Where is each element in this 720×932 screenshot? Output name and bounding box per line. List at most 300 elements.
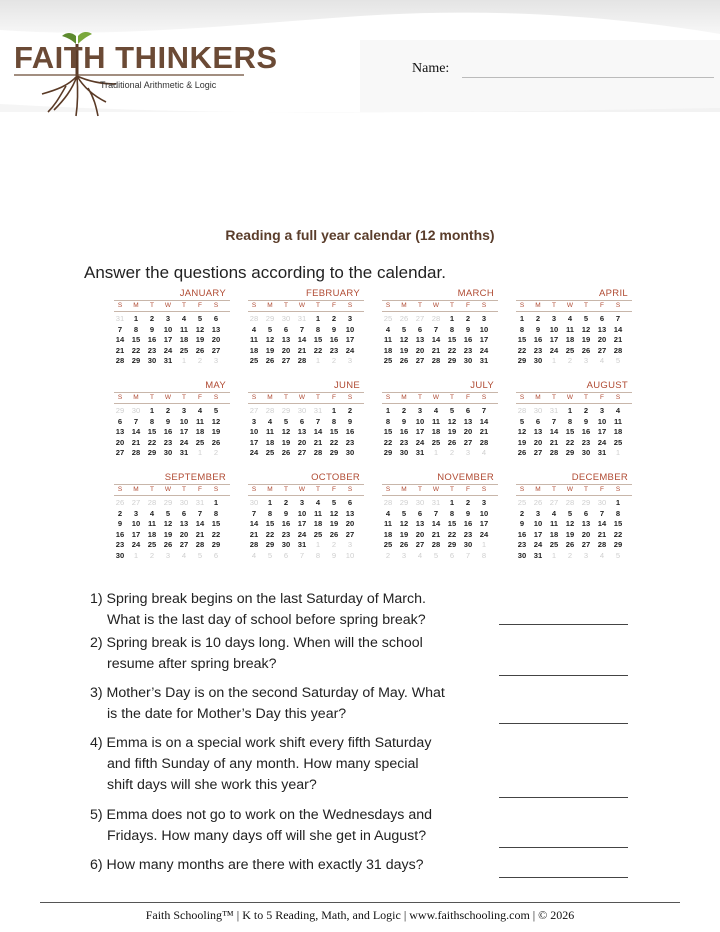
question-text-line: What is the last day of school before spring break? [107,612,426,628]
calendar-day: 17 [533,529,543,539]
calendar-day: 29 [613,540,623,549]
calendar-day: 18 [565,335,575,344]
calendar-day: 10 [345,324,355,334]
calendar-day: 15 [329,427,339,436]
calendar-day: 13 [415,519,425,528]
calendar-day: 27 [281,356,291,365]
calendar-day: 27 [211,345,221,355]
calendar-day: 20 [281,345,291,355]
week-row [246,427,362,437]
weekday-header: M [267,486,273,493]
weekday-header: W [432,394,440,401]
calendar-day: 9 [583,416,589,426]
calendar-day: 3 [251,416,257,426]
weekday-header: F [198,302,202,309]
weekday-header: S [615,302,621,309]
calendar-day: 5 [267,324,273,334]
calendar-day: 26 [399,356,409,365]
weekday-header: F [332,394,336,401]
calendar-day: 29 [281,406,291,415]
weekday-header: T [552,302,556,309]
question-text-line: 3) Mother’s Day is on the second Saturday of May. What [90,685,445,701]
answer-line-2[interactable] [499,675,628,676]
calendar-day: 29 [399,498,409,507]
calendar-day: 14 [549,427,559,436]
calendar-day: 4 [149,508,155,518]
calendar-day: 13 [463,416,473,426]
calendar-day: 27 [463,437,473,447]
calendar-day: 9 [283,508,289,518]
calendar-day: 19 [329,519,339,528]
calendar-day: 14 [115,335,125,344]
calendar-day: 6 [449,550,455,560]
weekday-header: T [316,486,320,493]
calendar-day: 29 [329,448,339,457]
calendar-day: 8 [385,416,391,426]
weekday-header-row [380,301,496,311]
calendar-day: 17 [249,437,259,447]
calendar-day: 8 [149,416,155,426]
calendar-day: 2 [331,314,337,323]
calendar-day: 4 [417,550,423,560]
calendar-day: 3 [481,498,487,507]
calendar-day: 11 [313,508,323,518]
calendar-day: 1 [133,550,139,560]
calendar-day: 10 [549,324,559,334]
name-input-line[interactable] [462,77,714,78]
weekday-header: T [182,302,186,309]
calendar-day: 14 [249,519,259,528]
calendar-day: 4 [385,508,391,518]
weekday-header: S [251,486,257,493]
week-row [514,509,630,519]
calendar-day: 12 [517,427,527,436]
weekday-header: F [466,486,470,493]
week-row [380,498,496,508]
week-row [380,540,496,550]
calendar-day: 7 [615,314,621,323]
calendar-day: 3 [299,498,305,507]
calendar-day: 29 [211,540,221,549]
calendar-day: 24 [345,345,355,355]
calendar-day: 7 [433,324,439,334]
weekday-header: T [584,486,588,493]
weekday-header: T [584,302,588,309]
calendar-day: 17 [163,335,173,344]
week-row [514,346,630,356]
calendar-day: 16 [463,335,473,344]
question-6 [90,855,424,876]
calendar-day: 16 [463,519,473,528]
calendar-day: 12 [581,324,591,334]
calendar-day: 19 [163,529,173,539]
calendar-day: 24 [479,529,489,539]
calendar-day: 1 [331,406,337,415]
question-text-line: is the date for Mother’s Day this year? [107,706,347,722]
calendar-day: 18 [265,437,275,447]
calendar-day: 19 [195,335,205,344]
weekday-header-row [112,485,228,495]
calendar-day: 17 [179,427,189,436]
calendar-day: 20 [211,335,221,344]
calendar-day: 12 [211,416,221,426]
calendar-day: 9 [347,416,353,426]
calendar-day: 24 [297,529,307,539]
week-row [246,335,362,345]
calendar-day: 17 [549,335,559,344]
calendar-day: 13 [533,427,543,436]
calendar-day: 5 [267,550,273,560]
calendar-day: 5 [615,356,621,365]
answer-line-1[interactable] [499,624,628,625]
calendar-day: 4 [267,416,273,426]
calendar-day: 9 [149,324,155,334]
week-row [112,335,228,345]
calendar-day: 26 [195,345,205,355]
month-rule [516,311,632,312]
week-row [380,417,496,427]
calendar-day: 6 [283,550,289,560]
calendar-day: 13 [581,519,591,528]
calendar-day: 4 [251,550,257,560]
calendar-day: 8 [449,508,455,518]
weekday-header-row [112,393,228,403]
month-february [244,288,370,380]
weekday-header: T [418,394,422,401]
calendar-day: 1 [315,540,321,549]
weekday-header: S [117,302,123,309]
calendar-day: 7 [433,508,439,518]
calendar-day: 27 [533,448,543,457]
calendar-day: 11 [565,324,575,334]
calendar-day: 1 [519,314,525,323]
calendar-day: 23 [463,345,473,355]
week-row [514,314,630,324]
calendar-day: 21 [313,437,323,447]
calendar-day: 10 [479,324,489,334]
calendar-day: 9 [519,519,525,528]
calendar-day: 31 [313,406,323,415]
week-row [514,551,630,561]
calendar-day: 4 [433,406,439,415]
calendar-day: 17 [479,519,489,528]
week-row [380,551,496,561]
calendar-day: 4 [551,508,557,518]
calendar-day: 5 [331,498,337,507]
calendar-day: 6 [417,508,423,518]
calendar-day: 5 [283,416,289,426]
calendar-day: 12 [281,427,291,436]
week-row [514,540,630,550]
calendar-day: 5 [449,406,455,415]
calendar-day: 26 [517,448,527,457]
weekday-header: F [466,394,470,401]
brand-logo [6,30,278,120]
calendar-day: 6 [213,314,219,323]
week-row [514,325,630,335]
weekday-header: W [298,486,306,493]
calendar-day: 25 [147,540,157,549]
month-name: MARCH [457,288,494,299]
weekday-header: S [481,486,487,493]
calendar-day: 19 [581,335,591,344]
week-row [246,519,362,529]
calendar-day: 25 [313,529,323,539]
month-april [512,288,638,380]
calendar-day: 22 [447,345,457,355]
calendar-day: 18 [195,427,205,436]
calendar-day: 29 [383,448,393,457]
calendar-day: 12 [195,324,205,334]
weekday-header-row [246,485,362,495]
calendar-day: 30 [249,498,259,507]
calendar-day: 21 [479,427,489,436]
week-row [112,519,228,529]
month-rule [114,495,230,496]
weekday-header: M [133,486,139,493]
calendar-day: 15 [447,335,457,344]
calendar-day: 28 [479,437,489,447]
brand-tagline: Traditional Arithmetic & Logic [100,80,217,90]
calendar-day: 4 [181,550,187,560]
weekday-header: T [284,302,288,309]
calendar-day: 9 [165,416,171,426]
calendar-day: 6 [347,498,353,507]
calendar-day: 28 [431,314,441,323]
week-row [112,356,228,366]
calendar-day: 22 [565,437,575,447]
month-name: JULY [470,380,494,391]
weekday-header: M [267,394,273,401]
calendar-day: 20 [463,427,473,436]
weekday-header: W [164,302,172,309]
answer-line-3[interactable] [499,723,628,724]
weekday-header: S [251,302,257,309]
calendar-day: 7 [197,508,203,518]
calendar-day: 15 [517,335,527,344]
calendar-day: 5 [433,550,439,560]
calendar-day: 30 [399,448,409,457]
calendar-day: 25 [179,345,189,355]
calendar-day: 25 [383,356,393,365]
calendar-day: 16 [345,427,355,436]
calendar-day: 4 [385,324,391,334]
calendar-day: 17 [297,519,307,528]
calendar-day: 7 [551,416,557,426]
answer-line-5[interactable] [499,847,628,848]
week-row [380,448,496,458]
calendar-day: 30 [581,448,591,457]
week-row [380,356,496,366]
calendar-day: 2 [117,508,123,518]
calendar-day: 24 [479,345,489,355]
question-text-line: and fifth Sunday of any month. How many special [107,756,419,772]
week-row [246,356,362,366]
month-rule [114,311,230,312]
weekday-header: W [298,394,306,401]
weekday-header: T [182,486,186,493]
calendar-day: 7 [299,324,305,334]
calendar-day: 29 [147,448,157,457]
weekday-header: M [133,302,139,309]
calendar-day: 25 [549,540,559,549]
weekday-header: S [347,486,353,493]
calendar-day: 18 [549,529,559,539]
calendar-day: 27 [415,314,425,323]
calendar-day: 21 [549,437,559,447]
calendar-day: 15 [613,519,623,528]
calendar-day: 27 [131,498,141,507]
calendar-day: 22 [131,345,141,355]
week-row [514,498,630,508]
calendar-day: 21 [613,335,623,344]
calendar-day: 3 [181,406,187,415]
calendar-day: 5 [401,508,407,518]
calendar-day: 24 [415,437,425,447]
calendar-day: 31 [597,448,607,457]
week-row [380,519,496,529]
week-row [514,530,630,540]
weekday-header: T [418,486,422,493]
weekday-header: F [600,486,604,493]
question-3 [90,683,445,725]
week-row [246,346,362,356]
calendar-day: 18 [147,529,157,539]
calendar-day: 2 [149,550,155,560]
calendar-day: 24 [549,345,559,355]
calendar-day: 5 [165,508,171,518]
calendar-day: 24 [597,437,607,447]
weekday-header-row [514,393,630,403]
calendar-day: 28 [431,356,441,365]
month-rule [516,495,632,496]
calendar-day: 10 [179,416,189,426]
calendar-day: 4 [599,550,605,560]
week-row [380,509,496,519]
calendar-day: 18 [383,345,393,355]
calendar-day: 25 [431,437,441,447]
calendar-day: 5 [213,406,219,415]
calendar-day: 21 [249,529,259,539]
footer-text: Faith Schooling™ | K to 5 Reading, Math, and Logic | www.faithschooling.com | © 2026 [145,908,575,922]
calendar-day: 1 [615,448,621,457]
calendar-day: 13 [415,335,425,344]
question-4 [90,733,431,796]
calendar-day: 26 [265,356,275,365]
calendar-day: 7 [251,508,257,518]
calendar-day: 20 [533,437,543,447]
month-rule [248,495,364,496]
answer-line-6[interactable] [499,877,628,878]
calendar-day: 8 [449,324,455,334]
calendar-day: 4 [315,498,321,507]
calendar-day: 27 [597,345,607,355]
calendar-day: 29 [447,356,457,365]
weekday-header: S [481,394,487,401]
weekday-header-row [246,393,362,403]
calendar-day: 27 [297,448,307,457]
weekday-header: F [600,302,604,309]
weekday-header: S [615,394,621,401]
calendar-day: 8 [133,324,139,334]
calendar-day: 17 [479,335,489,344]
calendar-day: 26 [115,498,125,507]
question-text-line: shift days will she work this year? [107,777,317,793]
calendar-day: 30 [115,550,125,560]
calendar-day: 16 [581,427,591,436]
weekday-header: F [600,394,604,401]
calendar-day: 11 [195,416,205,426]
calendar-day: 4 [481,448,487,457]
month-september [110,472,236,564]
calendar-day: 8 [567,416,573,426]
week-row [246,540,362,550]
month-name: JANUARY [179,288,226,299]
calendar-day: 30 [345,448,355,457]
month-name: OCTOBER [311,472,360,483]
calendar-day: 28 [297,356,307,365]
calendar-day: 1 [315,314,321,323]
calendar-day: 27 [415,540,425,549]
calendar-day: 2 [449,448,455,457]
calendar-day: 20 [415,345,425,355]
question-text-line: 6) How many months are there with exactly 31 days? [90,857,424,873]
answer-line-4[interactable] [499,797,628,798]
calendar-day: 11 [147,519,157,528]
calendar-day: 25 [613,437,623,447]
calendar-day: 31 [179,448,189,457]
calendar-day: 30 [597,498,607,507]
calendar-day: 19 [517,437,527,447]
calendar-day: 27 [249,406,259,415]
calendar-day: 13 [179,519,189,528]
question-text-line: 1) Spring break begins on the last Saturday of March. [90,591,426,607]
calendar-day: 9 [465,508,471,518]
month-rule [382,311,498,312]
calendar-day: 16 [115,529,125,539]
calendar-day: 15 [265,519,275,528]
calendar-day: 12 [163,519,173,528]
calendar-day: 6 [583,508,589,518]
calendar-day: 11 [383,519,393,528]
weekday-header: W [164,394,172,401]
week-row [112,314,228,324]
week-row [112,417,228,427]
week-row [246,551,362,561]
calendar-day: 11 [179,324,189,334]
calendar-day: 29 [447,540,457,549]
calendar-day: 1 [433,448,439,457]
calendar-day: 16 [281,519,291,528]
calendar-day: 25 [383,314,393,323]
calendar-day: 23 [581,437,591,447]
year-calendar [110,288,628,568]
calendar-day: 25 [265,448,275,457]
calendar-day: 26 [399,540,409,549]
calendar-day: 27 [179,540,189,549]
week-row [112,509,228,519]
weekday-header: S [213,302,219,309]
calendar-day: 9 [331,550,337,560]
month-name: AUGUST [586,380,628,391]
calendar-day: 5 [519,416,525,426]
calendar-day: 24 [131,540,141,549]
month-name: FEBRUARY [306,288,360,299]
month-rule [114,403,230,404]
weekday-header-row [514,485,630,495]
calendar-day: 27 [415,356,425,365]
week-row [380,530,496,540]
